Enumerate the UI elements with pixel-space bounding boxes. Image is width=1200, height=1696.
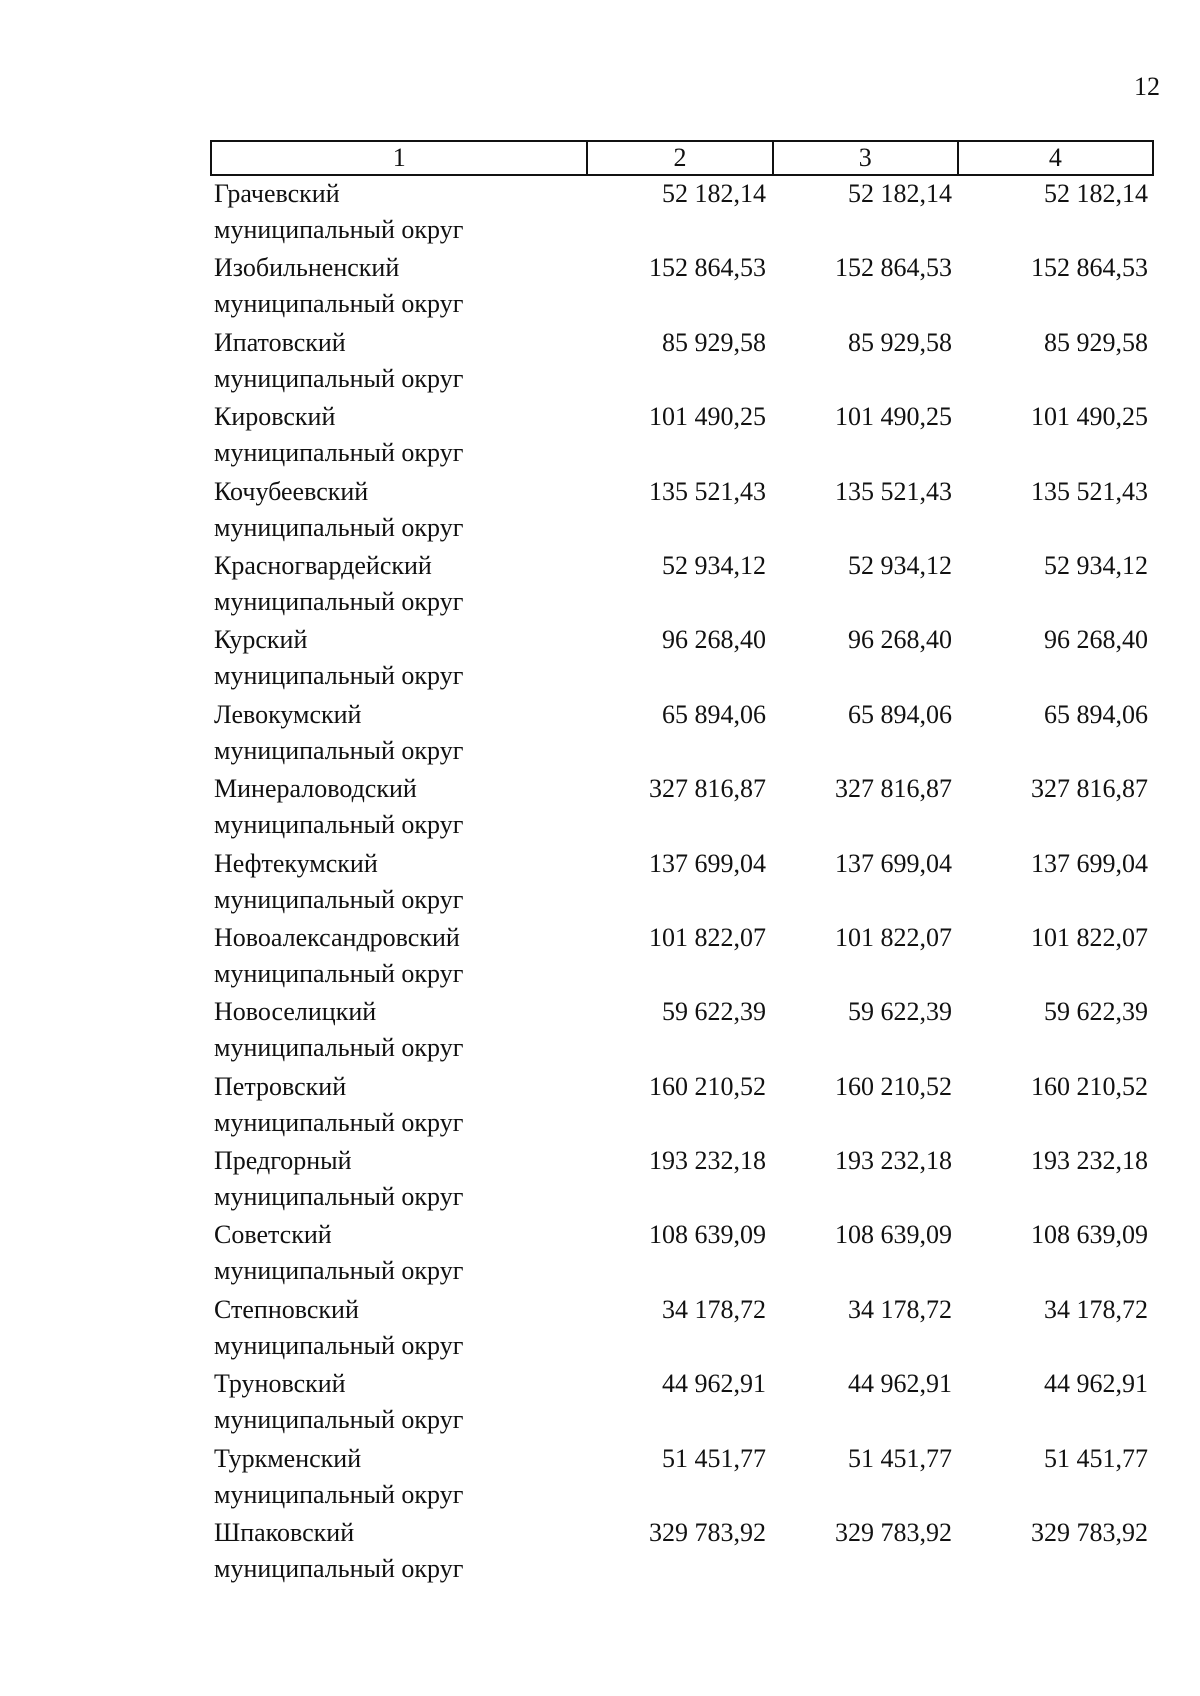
page-number: 12 — [1134, 72, 1160, 101]
value-col-2: 152 864,53 — [649, 253, 766, 283]
value-col-2: 101 822,07 — [649, 922, 766, 952]
district-name — [210, 325, 586, 399]
table-header — [210, 140, 1154, 176]
value-col-3: 52 934,12 — [848, 550, 952, 580]
district-type: муниципальный округ — [214, 661, 464, 691]
table-row — [210, 697, 1154, 771]
value-col-3: 101 490,25 — [835, 402, 952, 432]
district-type: муниципальный округ — [214, 884, 464, 914]
column-header-3: 3 — [772, 142, 957, 174]
district-name — [210, 1441, 586, 1515]
table-row — [210, 846, 1154, 920]
district-title: Новоселицкий — [214, 997, 377, 1027]
district-title: Красногвардейский — [214, 550, 432, 580]
column-header-2: 2 — [586, 142, 771, 174]
value-col-3: 137 699,04 — [835, 848, 952, 878]
value-col-2: 160 210,52 — [649, 1071, 766, 1101]
table-row — [210, 176, 1154, 250]
district-name — [210, 994, 586, 1068]
value-col-4: 85 929,58 — [1044, 327, 1148, 357]
district-type: муниципальный округ — [214, 1107, 464, 1137]
district-name — [210, 1069, 586, 1143]
value-col-3: 101 822,07 — [835, 922, 952, 952]
district-name — [210, 176, 586, 250]
table-row — [210, 1217, 1154, 1291]
value-col-4: 137 699,04 — [1031, 848, 1148, 878]
table-row — [210, 1441, 1154, 1515]
column-header-1: 1 — [392, 143, 406, 172]
district-name — [210, 622, 586, 696]
district-title: Ипатовский — [214, 327, 346, 357]
value-col-2: 96 268,40 — [662, 625, 766, 655]
value-col-2: 193 232,18 — [649, 1146, 766, 1176]
value-col-2: 85 929,58 — [662, 327, 766, 357]
table-row — [210, 325, 1154, 399]
value-col-4: 108 639,09 — [1031, 1220, 1148, 1250]
district-title: Шпаковский — [214, 1518, 355, 1548]
district-name — [210, 548, 586, 622]
value-col-2: 52 182,14 — [662, 179, 766, 208]
value-col-2: 52 934,12 — [662, 550, 766, 580]
value-col-3: 44 962,91 — [848, 1369, 952, 1399]
value-col-2: 51 451,77 — [662, 1443, 766, 1473]
table-row — [210, 920, 1154, 994]
district-type: муниципальный округ — [214, 1554, 464, 1584]
value-col-2: 135 521,43 — [649, 476, 766, 506]
table-row — [210, 622, 1154, 696]
value-col-4: 160 210,52 — [1031, 1071, 1148, 1101]
district-title: Нефтекумский — [214, 848, 378, 878]
district-title: Степновский — [214, 1294, 359, 1324]
value-col-2: 327 816,87 — [649, 774, 766, 804]
district-title: Грачевский — [214, 179, 340, 208]
budget-table — [210, 140, 1154, 1589]
district-type: муниципальный округ — [214, 1033, 464, 1063]
value-col-3: 160 210,52 — [835, 1071, 952, 1101]
district-title: Труновский — [214, 1369, 346, 1399]
value-col-3: 51 451,77 — [848, 1443, 952, 1473]
district-name — [210, 771, 586, 845]
district-title: Минераловодский — [214, 774, 417, 804]
value-col-3: 65 894,06 — [848, 699, 952, 729]
district-title: Курский — [214, 625, 308, 655]
value-col-3: 34 178,72 — [848, 1294, 952, 1324]
district-title: Петровский — [214, 1071, 347, 1101]
district-title: Левокумский — [214, 699, 362, 729]
value-col-2: 101 490,25 — [649, 402, 766, 432]
value-col-3: 329 783,92 — [835, 1518, 952, 1548]
district-type: муниципальный округ — [214, 1405, 464, 1435]
district-title: Кочубеевский — [214, 476, 369, 506]
value-col-4: 52 182,14 — [1044, 179, 1148, 208]
district-name — [210, 1217, 586, 1291]
district-name — [210, 1515, 586, 1589]
district-name — [210, 1292, 586, 1366]
value-col-3: 52 182,14 — [848, 179, 952, 208]
district-title: Кировский — [214, 402, 336, 432]
value-col-3: 152 864,53 — [835, 253, 952, 283]
value-col-4: 329 783,92 — [1031, 1518, 1148, 1548]
value-col-3: 59 622,39 — [848, 997, 952, 1027]
district-type: муниципальный округ — [214, 512, 464, 542]
table-row — [210, 1515, 1154, 1589]
value-col-3: 135 521,43 — [835, 476, 952, 506]
district-type: муниципальный округ — [214, 1479, 464, 1509]
table-row — [210, 771, 1154, 845]
value-col-2: 329 783,92 — [649, 1518, 766, 1548]
district-type: муниципальный округ — [214, 1256, 464, 1286]
district-type: муниципальный округ — [214, 1330, 464, 1360]
value-col-3: 193 232,18 — [835, 1146, 952, 1176]
district-type: муниципальный округ — [214, 438, 464, 468]
district-type: муниципальный округ — [214, 735, 464, 765]
district-name — [210, 1143, 586, 1217]
district-title: Изобильненский — [214, 253, 400, 283]
value-col-2: 44 962,91 — [662, 1369, 766, 1399]
value-col-4: 327 816,87 — [1031, 774, 1148, 804]
table-row — [210, 1366, 1154, 1440]
district-name — [210, 697, 586, 771]
district-type: муниципальный округ — [214, 586, 464, 616]
district-type: муниципальный округ — [214, 958, 464, 988]
value-col-4: 96 268,40 — [1044, 625, 1148, 655]
value-col-4: 135 521,43 — [1031, 476, 1148, 506]
value-col-2: 34 178,72 — [662, 1294, 766, 1324]
district-title: Советский — [214, 1220, 332, 1250]
district-title: Туркменский — [214, 1443, 362, 1473]
table-row — [210, 1143, 1154, 1217]
value-col-3: 327 816,87 — [835, 774, 952, 804]
table-row — [210, 548, 1154, 622]
value-col-3: 96 268,40 — [848, 625, 952, 655]
value-col-4: 52 934,12 — [1044, 550, 1148, 580]
district-type: муниципальный округ — [214, 1182, 464, 1212]
district-type: муниципальный округ — [214, 363, 464, 393]
value-col-4: 34 178,72 — [1044, 1294, 1148, 1324]
table-row — [210, 1292, 1154, 1366]
table-body — [210, 176, 1154, 1589]
value-col-4: 101 822,07 — [1031, 922, 1148, 952]
value-col-4: 59 622,39 — [1044, 997, 1148, 1027]
district-name — [210, 846, 586, 920]
district-name — [210, 399, 586, 473]
district-name — [210, 920, 586, 994]
value-col-3: 85 929,58 — [848, 327, 952, 357]
table-row — [210, 994, 1154, 1068]
table-row — [210, 399, 1154, 473]
value-col-4: 152 864,53 — [1031, 253, 1148, 283]
district-name — [210, 1366, 586, 1440]
table-row — [210, 474, 1154, 548]
value-col-2: 59 622,39 — [662, 997, 766, 1027]
table-row — [210, 250, 1154, 324]
district-title: Предгорный — [214, 1146, 352, 1176]
value-col-4: 193 232,18 — [1031, 1146, 1148, 1176]
value-col-4: 44 962,91 — [1044, 1369, 1148, 1399]
district-name — [210, 250, 586, 324]
value-col-4: 65 894,06 — [1044, 699, 1148, 729]
value-col-2: 65 894,06 — [662, 699, 766, 729]
district-name — [210, 474, 586, 548]
district-type: муниципальный округ — [214, 810, 464, 840]
district-title: Новоалександровский — [214, 922, 460, 952]
district-type: муниципальный округ — [214, 289, 464, 319]
district-type: муниципальный округ — [214, 215, 464, 244]
value-col-3: 108 639,09 — [835, 1220, 952, 1250]
value-col-4: 51 451,77 — [1044, 1443, 1148, 1473]
column-header-4: 4 — [957, 142, 1152, 174]
value-col-2: 137 699,04 — [649, 848, 766, 878]
value-col-2: 108 639,09 — [649, 1220, 766, 1250]
value-col-4: 101 490,25 — [1031, 402, 1148, 432]
table-row — [210, 1069, 1154, 1143]
